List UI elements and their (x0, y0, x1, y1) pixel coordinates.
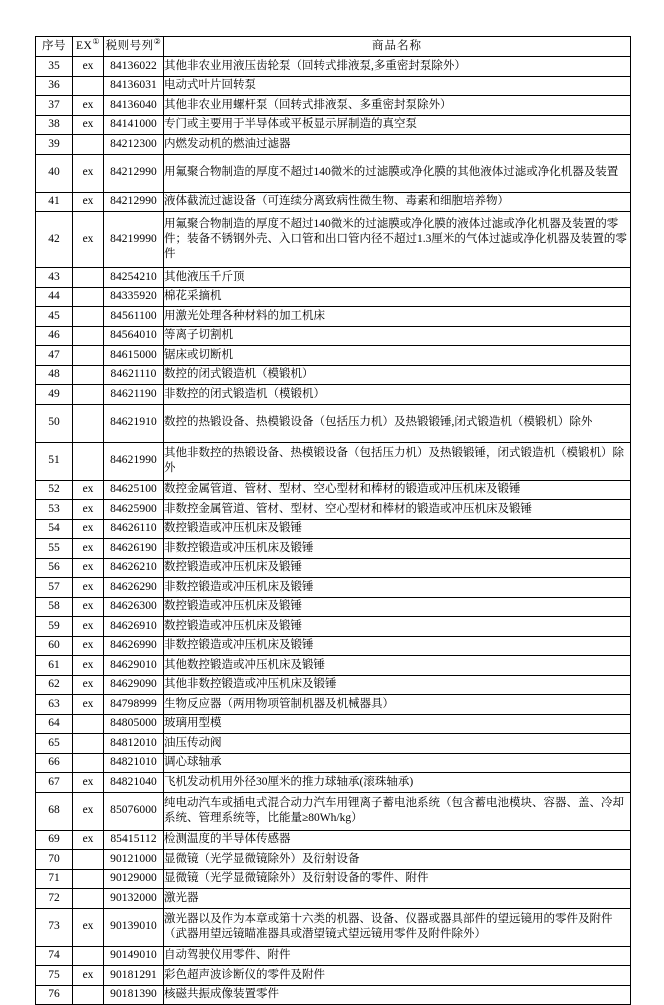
table-row[interactable] (36, 539, 631, 559)
cell-ex-flag (73, 287, 104, 307)
cell-tariff-code: 84621910 (104, 404, 164, 442)
column-header-code-superscript: ② (153, 37, 162, 47)
cell-sequence-number: 60 (36, 636, 73, 656)
cell-sequence-number: 57 (36, 578, 73, 598)
table-row[interactable] (36, 830, 631, 850)
cell-ex-flag (73, 753, 104, 773)
cell-sequence-number: 76 (36, 985, 73, 1005)
cell-commodity-name: 生物反应器（两用物项管制机器及机械器具） (164, 695, 631, 715)
cell-commodity-name: 其他液压千斤顶 (164, 268, 631, 288)
table-body (36, 57, 631, 1005)
column-header-code-label: 税则号列 (105, 39, 154, 52)
column-header-seq: 序号 (36, 37, 73, 57)
cell-tariff-code: 90132000 (104, 889, 164, 909)
cell-tariff-code: 84812010 (104, 734, 164, 754)
cell-commodity-name: 油压传动阀 (164, 734, 631, 754)
cell-sequence-number: 45 (36, 307, 73, 327)
cell-tariff-code: 84821010 (104, 753, 164, 773)
cell-ex-flag (73, 442, 104, 480)
table-row[interactable] (36, 346, 631, 366)
cell-tariff-code: 84615000 (104, 346, 164, 366)
table-row[interactable] (36, 287, 631, 307)
table-row[interactable] (36, 57, 631, 77)
cell-tariff-code: 90149010 (104, 946, 164, 966)
cell-tariff-code: 84621110 (104, 365, 164, 385)
cell-commodity-name: 液体截流过滤设备（可连续分离致病性微生物、毒素和细胞培养物） (164, 192, 631, 212)
column-header-ex (73, 37, 104, 57)
table-row[interactable] (36, 578, 631, 598)
table-row[interactable] (36, 135, 631, 155)
cell-commodity-name: 其他非农业用液压齿轮泵（回转式排液泵,多重密封泵除外） (164, 57, 631, 77)
cell-commodity-name: 其他数控锻造或冲压机床及锻锤 (164, 656, 631, 676)
cell-commodity-name: 显微镜（光学显微镜除外）及衍射设备的零件、附件 (164, 869, 631, 889)
table-row[interactable] (36, 326, 631, 346)
cell-commodity-name: 彩色超声波诊断仪的零件及附件 (164, 966, 631, 986)
table-row[interactable] (36, 656, 631, 676)
cell-ex-flag: ex (73, 519, 104, 539)
cell-ex-flag (73, 869, 104, 889)
table-row[interactable] (36, 869, 631, 889)
cell-tariff-code: 85076000 (104, 792, 164, 830)
cell-ex-flag: ex (73, 154, 104, 192)
cell-sequence-number: 40 (36, 154, 73, 192)
cell-sequence-number: 69 (36, 830, 73, 850)
cell-sequence-number: 44 (36, 287, 73, 307)
cell-ex-flag: ex (73, 192, 104, 212)
table-row[interactable] (36, 558, 631, 578)
cell-tariff-code: 84626290 (104, 578, 164, 598)
table-row[interactable] (36, 966, 631, 986)
cell-commodity-name: 其他非数控的热锻设备、热模锻设备（包括压力机）及热锻锻锤，闭式锻造机（模锻机）除外 (164, 442, 631, 480)
cell-commodity-name: 用氟聚合物制造的厚度不超过140微米的过滤膜或净化膜的液体过滤或净化机器及装置的零件；装备不锈钢外壳、入口管和出口管内径不超过1.3厘米的气体过滤或净化机器及装置的零件 (164, 212, 631, 268)
cell-tariff-code: 84621990 (104, 442, 164, 480)
cell-ex-flag: ex (73, 539, 104, 559)
table-row[interactable] (36, 792, 631, 830)
cell-commodity-name: 调心球轴承 (164, 753, 631, 773)
cell-ex-flag: ex (73, 656, 104, 676)
cell-sequence-number: 52 (36, 480, 73, 500)
table-row[interactable] (36, 404, 631, 442)
cell-tariff-code: 84625100 (104, 480, 164, 500)
cell-commodity-name: 电动式叶片回转泵 (164, 76, 631, 96)
cell-commodity-name: 数控锻造或冲压机床及锻锤 (164, 519, 631, 539)
cell-commodity-name: 用激光处理各种材料的加工机床 (164, 307, 631, 327)
cell-commodity-name: 其他非数控锻造或冲压机床及锻锤 (164, 675, 631, 695)
cell-ex-flag: ex (73, 695, 104, 715)
cell-ex-flag: ex (73, 773, 104, 793)
cell-tariff-code: 84254210 (104, 268, 164, 288)
cell-ex-flag: ex (73, 558, 104, 578)
table-row[interactable] (36, 636, 631, 656)
cell-commodity-name: 检测温度的半导体传感器 (164, 830, 631, 850)
cell-tariff-code: 90129000 (104, 869, 164, 889)
cell-ex-flag (73, 850, 104, 870)
cell-ex-flag (73, 365, 104, 385)
cell-sequence-number: 65 (36, 734, 73, 754)
cell-sequence-number: 70 (36, 850, 73, 870)
cell-sequence-number: 39 (36, 135, 73, 155)
table-row[interactable] (36, 773, 631, 793)
cell-ex-flag (73, 404, 104, 442)
cell-tariff-code: 84805000 (104, 714, 164, 734)
table-row[interactable] (36, 212, 631, 268)
cell-ex-flag (73, 985, 104, 1005)
cell-sequence-number: 61 (36, 656, 73, 676)
cell-tariff-code: 84626210 (104, 558, 164, 578)
cell-tariff-code: 84335920 (104, 287, 164, 307)
cell-tariff-code: 90181390 (104, 985, 164, 1005)
cell-ex-flag (73, 346, 104, 366)
table-row[interactable] (36, 500, 631, 520)
cell-ex-flag: ex (73, 617, 104, 637)
cell-sequence-number: 42 (36, 212, 73, 268)
cell-tariff-code: 84626190 (104, 539, 164, 559)
cell-commodity-name: 玻璃用型模 (164, 714, 631, 734)
table-row[interactable] (36, 985, 631, 1005)
cell-ex-flag (73, 268, 104, 288)
column-header-ex-superscript: ① (92, 37, 100, 47)
cell-tariff-code: 84626990 (104, 636, 164, 656)
cell-tariff-code: 84141000 (104, 115, 164, 135)
cell-tariff-code: 84621190 (104, 385, 164, 405)
cell-sequence-number: 74 (36, 946, 73, 966)
cell-sequence-number: 36 (36, 76, 73, 96)
cell-ex-flag: ex (73, 636, 104, 656)
cell-tariff-code: 84625900 (104, 500, 164, 520)
tariff-table (35, 36, 631, 1005)
cell-sequence-number: 37 (36, 96, 73, 116)
table-row[interactable] (36, 385, 631, 405)
cell-commodity-name: 飞机发动机用外径30厘米的推力球轴承(滚珠轴承) (164, 773, 631, 793)
cell-commodity-name: 内燃发动机的燃油过滤器 (164, 135, 631, 155)
cell-ex-flag (73, 946, 104, 966)
table-row[interactable] (36, 908, 631, 946)
table-row[interactable] (36, 442, 631, 480)
cell-sequence-number: 73 (36, 908, 73, 946)
cell-ex-flag (73, 734, 104, 754)
cell-tariff-code: 84629090 (104, 675, 164, 695)
cell-sequence-number: 71 (36, 869, 73, 889)
cell-sequence-number: 41 (36, 192, 73, 212)
cell-tariff-code: 84136022 (104, 57, 164, 77)
cell-sequence-number: 64 (36, 714, 73, 734)
cell-commodity-name: 显微镜（光学显微镜除外）及衍射设备 (164, 850, 631, 870)
table-row[interactable] (36, 76, 631, 96)
table-row[interactable] (36, 597, 631, 617)
cell-tariff-code: 84626300 (104, 597, 164, 617)
cell-ex-flag: ex (73, 830, 104, 850)
table-row[interactable] (36, 192, 631, 212)
cell-tariff-code: 90139010 (104, 908, 164, 946)
cell-tariff-code: 84219990 (104, 212, 164, 268)
cell-tariff-code: 84136040 (104, 96, 164, 116)
cell-commodity-name: 专门或主要用于半导体或平板显示屏制造的真空泵 (164, 115, 631, 135)
cell-sequence-number: 72 (36, 889, 73, 909)
cell-ex-flag: ex (73, 480, 104, 500)
cell-tariff-code: 84626110 (104, 519, 164, 539)
table-row[interactable] (36, 480, 631, 500)
table-row[interactable] (36, 96, 631, 116)
cell-commodity-name: 其他非农业用螺杆泵（回转式排液泵、多重密封泵除外） (164, 96, 631, 116)
cell-commodity-name: 非数控锻造或冲压机床及锻锤 (164, 578, 631, 598)
column-header-code (104, 37, 164, 57)
cell-ex-flag: ex (73, 578, 104, 598)
cell-tariff-code: 84561100 (104, 307, 164, 327)
cell-sequence-number: 47 (36, 346, 73, 366)
column-header-ex-label: EX (75, 39, 93, 52)
cell-tariff-code: 84798999 (104, 695, 164, 715)
cell-sequence-number: 68 (36, 792, 73, 830)
table-row[interactable] (36, 889, 631, 909)
cell-tariff-code: 85415112 (104, 830, 164, 850)
cell-ex-flag: ex (73, 908, 104, 946)
cell-commodity-name: 数控锻造或冲压机床及锻锤 (164, 558, 631, 578)
cell-tariff-code: 90121000 (104, 850, 164, 870)
cell-commodity-name: 自动驾驶仪用零件、附件 (164, 946, 631, 966)
cell-tariff-code: 84629010 (104, 656, 164, 676)
cell-commodity-name: 核磁共振成像装置零件 (164, 985, 631, 1005)
cell-commodity-name: 非数控的闭式锻造机（模锻机） (164, 385, 631, 405)
cell-ex-flag: ex (73, 96, 104, 116)
cell-sequence-number: 75 (36, 966, 73, 986)
table-row[interactable] (36, 268, 631, 288)
table-row[interactable] (36, 617, 631, 637)
table-row[interactable] (36, 365, 631, 385)
cell-commodity-name: 等离子切割机 (164, 326, 631, 346)
cell-ex-flag: ex (73, 675, 104, 695)
cell-sequence-number: 50 (36, 404, 73, 442)
cell-commodity-name: 数控的热锻设备、热模锻设备（包括压力机）及热锻锻锤,闭式锻造机（模锻机）除外 (164, 404, 631, 442)
tariff-table-container (35, 36, 630, 1005)
column-header-name: 商品名称 (164, 37, 631, 57)
cell-commodity-name: 激光器 (164, 889, 631, 909)
cell-sequence-number: 51 (36, 442, 73, 480)
cell-sequence-number: 56 (36, 558, 73, 578)
table-row[interactable] (36, 307, 631, 327)
cell-ex-flag: ex (73, 57, 104, 77)
cell-tariff-code: 84212300 (104, 135, 164, 155)
cell-sequence-number: 66 (36, 753, 73, 773)
table-row[interactable] (36, 734, 631, 754)
cell-sequence-number: 59 (36, 617, 73, 637)
cell-sequence-number: 62 (36, 675, 73, 695)
cell-ex-flag: ex (73, 966, 104, 986)
table-row[interactable] (36, 714, 631, 734)
cell-ex-flag (73, 889, 104, 909)
cell-ex-flag (73, 135, 104, 155)
cell-commodity-name: 数控金属管道、管材、型材、空心型材和棒材的锻造或冲压机床及锻锤 (164, 480, 631, 500)
cell-commodity-name: 数控锻造或冲压机床及锻锤 (164, 597, 631, 617)
cell-ex-flag (73, 385, 104, 405)
cell-tariff-code: 84212990 (104, 192, 164, 212)
cell-sequence-number: 49 (36, 385, 73, 405)
table-row[interactable] (36, 753, 631, 773)
cell-sequence-number: 58 (36, 597, 73, 617)
cell-ex-flag (73, 307, 104, 327)
table-header (36, 37, 631, 57)
cell-tariff-code: 84626910 (104, 617, 164, 637)
table-header-row (36, 37, 631, 57)
cell-ex-flag: ex (73, 597, 104, 617)
cell-sequence-number: 46 (36, 326, 73, 346)
table-row[interactable] (36, 519, 631, 539)
cell-ex-flag (73, 714, 104, 734)
table-row[interactable] (36, 850, 631, 870)
cell-ex-flag: ex (73, 115, 104, 135)
table-row[interactable] (36, 115, 631, 135)
cell-tariff-code: 84564010 (104, 326, 164, 346)
cell-sequence-number: 54 (36, 519, 73, 539)
cell-ex-flag: ex (73, 212, 104, 268)
cell-sequence-number: 35 (36, 57, 73, 77)
cell-commodity-name: 非数控锻造或冲压机床及锻锤 (164, 636, 631, 656)
cell-commodity-name: 棉花采摘机 (164, 287, 631, 307)
table-row[interactable] (36, 695, 631, 715)
cell-ex-flag: ex (73, 792, 104, 830)
cell-ex-flag: ex (73, 500, 104, 520)
cell-commodity-name: 纯电动汽车或插电式混合动力汽车用锂离子蓄电池系统（包含蓄电池模块、容器、盖、冷却系统、管理系统等，比能量≥80Wh/kg） (164, 792, 631, 830)
cell-tariff-code: 84136031 (104, 76, 164, 96)
cell-sequence-number: 63 (36, 695, 73, 715)
cell-sequence-number: 53 (36, 500, 73, 520)
cell-tariff-code: 90181291 (104, 966, 164, 986)
cell-commodity-name: 用氟聚合物制造的厚度不超过140微米的过滤膜或净化膜的其他液体过滤或净化机器及装置 (164, 154, 631, 192)
table-row[interactable] (36, 154, 631, 192)
cell-commodity-name: 非数控锻造或冲压机床及锻锤 (164, 539, 631, 559)
cell-commodity-name: 非数控金属管道、管材、型材、空心型材和棒材的锻造或冲压机床及锻锤 (164, 500, 631, 520)
cell-sequence-number: 38 (36, 115, 73, 135)
cell-tariff-code: 84212990 (104, 154, 164, 192)
cell-commodity-name: 数控的闭式锻造机（模锻机） (164, 365, 631, 385)
cell-tariff-code: 84821040 (104, 773, 164, 793)
cell-commodity-name: 锯床或切断机 (164, 346, 631, 366)
table-row[interactable] (36, 675, 631, 695)
cell-sequence-number: 43 (36, 268, 73, 288)
cell-commodity-name: 激光器以及作为本章或第十六类的机器、设备、仪器或器具部件的望远镜用的零件及附件（武器用望远镜瞄准器具或潜望镜式望远镜用零件及附件除外） (164, 908, 631, 946)
cell-ex-flag (73, 326, 104, 346)
cell-commodity-name: 数控锻造或冲压机床及锻锤 (164, 617, 631, 637)
cell-sequence-number: 67 (36, 773, 73, 793)
table-row[interactable] (36, 946, 631, 966)
cell-ex-flag (73, 76, 104, 96)
cell-sequence-number: 55 (36, 539, 73, 559)
cell-sequence-number: 48 (36, 365, 73, 385)
